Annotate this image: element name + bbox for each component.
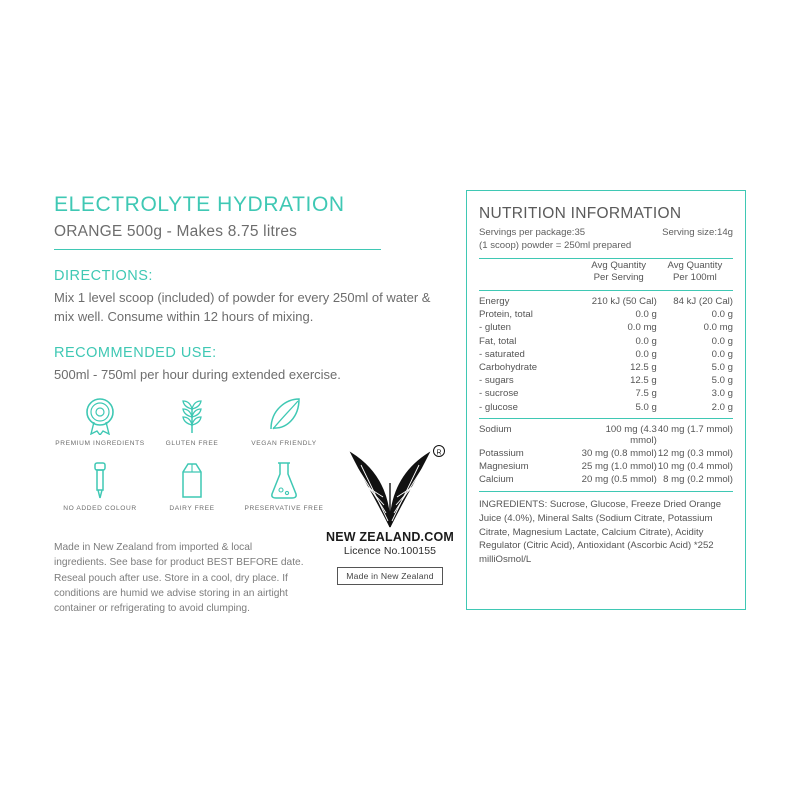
row-serving: 5.0 g (635, 401, 657, 413)
directions-body: Mix 1 level scoop (included) of powder for every 250ml of water & mix well. Consume within 12 hours of mixing. (54, 290, 431, 324)
row-label: Protein, total (479, 309, 533, 321)
badge-row-2 (54, 460, 354, 513)
row-serving: 210 kJ (50 Cal) (591, 296, 657, 308)
header-blank (479, 259, 581, 286)
svg-text:R: R (436, 449, 442, 457)
row-per100: 10 mg (0.4 mmol) (657, 461, 733, 473)
serving-size: Serving size:14g (662, 227, 733, 238)
title-divider (54, 249, 381, 250)
row-label: Carbohydrate (479, 361, 538, 373)
badge-label: VEGAN FRIENDLY (251, 440, 317, 447)
table-row (479, 423, 733, 447)
badge-label: PRESERVATIVE FREE (244, 504, 324, 512)
row-per100: 0.0 mg (703, 322, 733, 334)
row-label: - sucrose (479, 388, 519, 400)
scoop-note: (1 scoop) powder = 250ml prepared (479, 239, 632, 251)
made-in-nz-badge: Made in New Zealand (337, 567, 442, 585)
row-serving: 25 mg (1.0 mmol) (581, 461, 657, 473)
row-per100: 84 kJ (20 Cal) (673, 296, 733, 308)
row-serving: 12.5 g (630, 361, 657, 373)
certification-badges (54, 395, 354, 513)
row-label: - sugars (479, 375, 514, 387)
badge-label: NO ADDED COLOUR (63, 504, 137, 512)
serving-info (479, 227, 733, 253)
row-serving: 0.0 mg (627, 322, 657, 334)
ingredients-text: INGREDIENTS: Sucrose, Glucose, Freeze Dried Orange Juice (4.0%), Mineral Salts (Sodium Citrate, Potassium Citrate, Magnesium Lactate, Calcium Citrate), Acidity Regulator (Citric Acid), Antioxidant (Ascorbic Acid) *252 milliOsmol/L (479, 499, 722, 565)
minerals-divider (479, 418, 733, 419)
row-label: - glucose (479, 401, 518, 413)
table-row (479, 473, 733, 486)
row-serving: 7.5 g (635, 388, 657, 400)
table-divider-row (479, 286, 733, 295)
row-serving: 0.0 g (635, 348, 657, 360)
row-label: Calcium (479, 474, 514, 486)
table-row (479, 361, 733, 374)
silver-fern-icon (331, 443, 449, 528)
row-per100: 12 mg (0.3 mmol) (657, 447, 733, 459)
recommended-use-section (54, 345, 434, 385)
flask-icon (261, 460, 307, 500)
row-per100: 3.0 g (711, 388, 733, 400)
servings-per-package: Servings per package:35 (479, 227, 586, 238)
table-row (479, 295, 733, 308)
badge-gluten-free (146, 395, 238, 448)
row-per100: 5.0 g (711, 361, 733, 373)
nutrition-title: NUTRITION INFORMATION (479, 205, 682, 222)
row-label: - saturated (479, 348, 525, 360)
row-label: Fat, total (479, 335, 517, 347)
row-per100: 0.0 g (711, 309, 733, 321)
new-zealand-logo-block (325, 443, 455, 585)
milk-carton-icon (169, 460, 215, 500)
nutrition-table (479, 259, 733, 487)
recommended-use-body: 500ml - 750ml per hour during extended exercise. (54, 366, 341, 382)
table-row (479, 387, 733, 400)
product-subtitle: ORANGE 500g - Makes 8.75 litres (54, 223, 298, 241)
row-per100: 2.0 g (711, 401, 733, 413)
page-title: ELECTROLYTE HYDRATION (54, 193, 345, 216)
badge-preservative-free (238, 460, 330, 513)
header-divider (479, 290, 733, 291)
row-per100: 5.0 g (711, 375, 733, 387)
directions-heading: DIRECTIONS: (54, 268, 153, 285)
table-divider-row (479, 414, 733, 423)
row-serving: 0.0 g (635, 309, 657, 321)
table-row (479, 400, 733, 413)
row-serving: 20 mg (0.5 mmol) (581, 474, 657, 486)
table-header-row (479, 259, 733, 286)
badge-row-1 (54, 395, 354, 448)
header-per-100ml-line2: Per 100ml (673, 271, 717, 283)
row-per100: 8 mg (0.2 mmol) (663, 474, 733, 486)
medal-ribbon-icon (77, 395, 123, 435)
row-serving: 0.0 g (635, 335, 657, 347)
row-label: Magnesium (479, 461, 529, 473)
row-per100: 0.0 g (711, 348, 733, 360)
nz-domain-text: NEW ZEALAND.COM (326, 530, 454, 544)
table-row (479, 374, 733, 387)
table-row (479, 447, 733, 460)
dropper-icon (77, 460, 123, 500)
header-per-serving-line2: Per Serving (593, 271, 644, 283)
storage-note: Made in New Zealand from imported & local ingredients. See base for product BEST BEFORE date. Reseal pouch after use. Store in a cool, dry place. If conditions are humid we advise storing in an airtight container or refrigerating to avoid clumping. (54, 542, 304, 615)
wheat-stalk-icon (169, 395, 215, 435)
table-row (479, 335, 733, 348)
recommended-use-heading: RECOMMENDED USE: (54, 344, 217, 361)
badge-premium-ingredients (54, 395, 146, 448)
directions-section (54, 268, 434, 327)
header-per-serving-line1: Avg Quantity (591, 259, 647, 271)
header-per-serving (581, 259, 657, 286)
badge-vegan-friendly (238, 395, 330, 448)
row-serving: 100 mg (4.3 mmol) (605, 423, 657, 446)
badge-label: GLUTEN FREE (165, 440, 219, 447)
ingredients-divider (479, 491, 733, 492)
row-serving: 12.5 g (630, 375, 657, 387)
table-row (479, 321, 733, 334)
row-per100: 40 mg (1.7 mmol) (657, 423, 733, 435)
row-label: Potassium (479, 447, 524, 459)
row-label: - gluten (479, 322, 511, 334)
badge-label: PREMIUM INGREDIENTS (55, 440, 145, 447)
badge-dairy-free (146, 460, 238, 513)
badge-label: DAIRY FREE (169, 504, 215, 512)
table-row (479, 348, 733, 361)
nz-licence-text: Licence No.100155 (343, 545, 437, 557)
header-per-100ml-line1: Avg Quantity (667, 259, 723, 271)
row-per100: 0.0 g (711, 335, 733, 347)
row-serving: 30 mg (0.8 mmol) (581, 447, 657, 459)
row-label: Sodium (479, 423, 512, 435)
leaf-icon (261, 395, 307, 435)
product-info-column (54, 193, 434, 385)
nutrition-information-panel (466, 190, 746, 610)
badge-no-added-colour (54, 460, 146, 513)
header-per-100ml (657, 259, 733, 286)
row-label: Energy (479, 296, 510, 308)
table-row (479, 460, 733, 473)
table-row (479, 308, 733, 321)
